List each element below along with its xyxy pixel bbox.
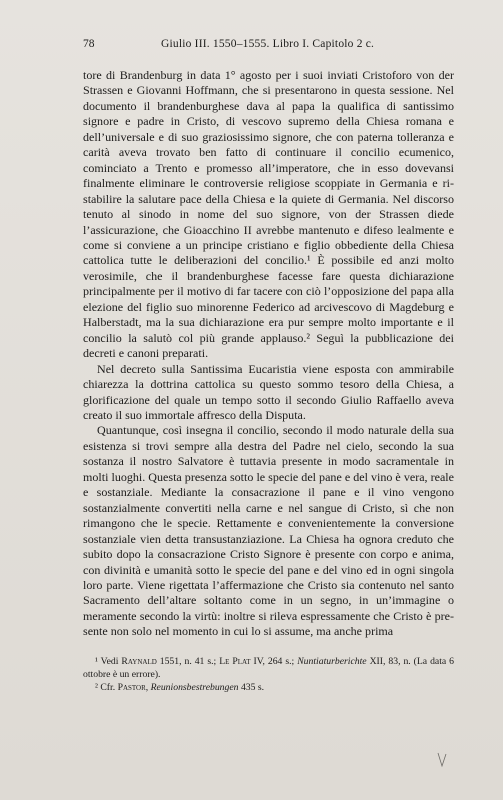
- footnote-2-author: Pastor: [117, 682, 146, 693]
- paragraph-2: Nel decreto sulla Santissima Eucaristia viene esposta con ammirabile chiarezza la dottrina cattolica su questo sommo tesoro della Chiesa, a glorificazione del quale un tempo sotto il secondo Giulio Raffaello aveva creato il suo immortale affresco della Disputa.: [83, 361, 454, 422]
- footnote-2: [83, 681, 454, 694]
- running-head: Giulio III. 1550–1555. Libro I. Capitolo 2 c.: [161, 38, 375, 50]
- footnote-2-text-1: ,: [145, 682, 151, 693]
- footnote-1: [83, 655, 454, 681]
- footnote-2-marker: ² Cfr.: [95, 682, 118, 693]
- footnote-1-author-1: Raynald: [121, 656, 157, 667]
- footnote-1-text-3: XII, 83, n. (La data 6 ottobre è un errore).: [83, 656, 454, 680]
- footnotes: [83, 655, 454, 694]
- footnote-1-text-1: 1551, n. 41 s.;: [156, 656, 220, 667]
- footnote-1-text-2: IV, 264 s.;: [250, 656, 298, 667]
- paragraph-1: tore di Brandenburg in data 1° agosto per i suoi inviati Cristoforo von der Strassen e Giovanni Hoffmann, che si presentarono in questa sessione. Nel documento il brandenburghese dava al papa la qualifica di santissimo signore e padre in Cristo, di vescovo supremo della Chiesa romana e dell’universale e di suo graziosissimo signore, che con paterna tolleranza e carità aveva trovato ben fatto di continuare il concilio ecumenico, cominciato a Trento e promesso all’imperatore, che in esso dovevansi finalmente eliminare le controversie religiose scoppiate in Germania e ristabilire la salutare pace della Chiesa e la quiete di Germania. Nel discorso tenuto al sinodo in nome del suo signore, von der Strassen diede l’assicurazione, che Gioacchino II avrebbe mantenuto e difeso lealmente e come si conviene a un principe cristiano e figlio obbediente della Chiesa cattolica tutte le deliberazioni del concilio.¹ È possibile ed anzi molto verosimile, che il brandenburghese facesse fare questa dichiarazione principalmente per il motivo di far tacere con ciò l’opposizione del papa alla elezione del figlio suo minorenne Federico ad arcivescovo di Magdeburg e Halberstadt, ma la sua dichiarazione era pur sempre molto importante e il concilio la salutò col più grande applauso.² Seguì la pubblicazione dei decreti e canoni preparati.: [83, 68, 454, 361]
- page-header: [83, 38, 453, 54]
- footnote-1-title: Nuntiaturberichte: [297, 656, 367, 667]
- pencil-mark: [436, 752, 448, 768]
- footnote-2-text-2: 435 s.: [238, 682, 265, 693]
- paragraph-3: Quantunque, così insegna il concilio, secondo il modo naturale della sua esistenza si trovi sempre alla destra del Padre nel cielo, secondo la sua sostanza il nostro Salvatore è tuttavia presente in modo sacramentale in molti luoghi. Questa presenza sotto le specie del pane e del vino è vera, reale e sostanziale. Mediante la consacrazione il pane e il vino vengono sostanzialmente convertiti nella carne e nel sangue di Cristo, sì che non rimangono che le specie. Rettamente e convenientemente la conversione sostanziale vien detta transustanziazione. La Chiesa ha ognora creduto che subito dopo la consacrazione Cristo Signore è presente con corpo e anima, con divinità e umanità sotto le specie del pane e del vino ed in ogni singola loro parte. Viene rigettata l’affermazione che Cristo sia contenuto nel santo Sacramento dell’altare soltanto come in un segno, in un’immagine o meramente secondo la virtù: inoltre si rileva espressamente che Cristo è presente non solo nel momento in cui lo si assume, ma anche prima: [83, 423, 454, 639]
- page-number: 78: [83, 38, 95, 50]
- body-text: [83, 68, 454, 640]
- footnote-1-author-2: Le Plat: [219, 656, 251, 667]
- footnote-1-marker: ¹ Vedi: [95, 656, 122, 667]
- footnote-2-title: Reunionsbestrebungen: [150, 682, 239, 693]
